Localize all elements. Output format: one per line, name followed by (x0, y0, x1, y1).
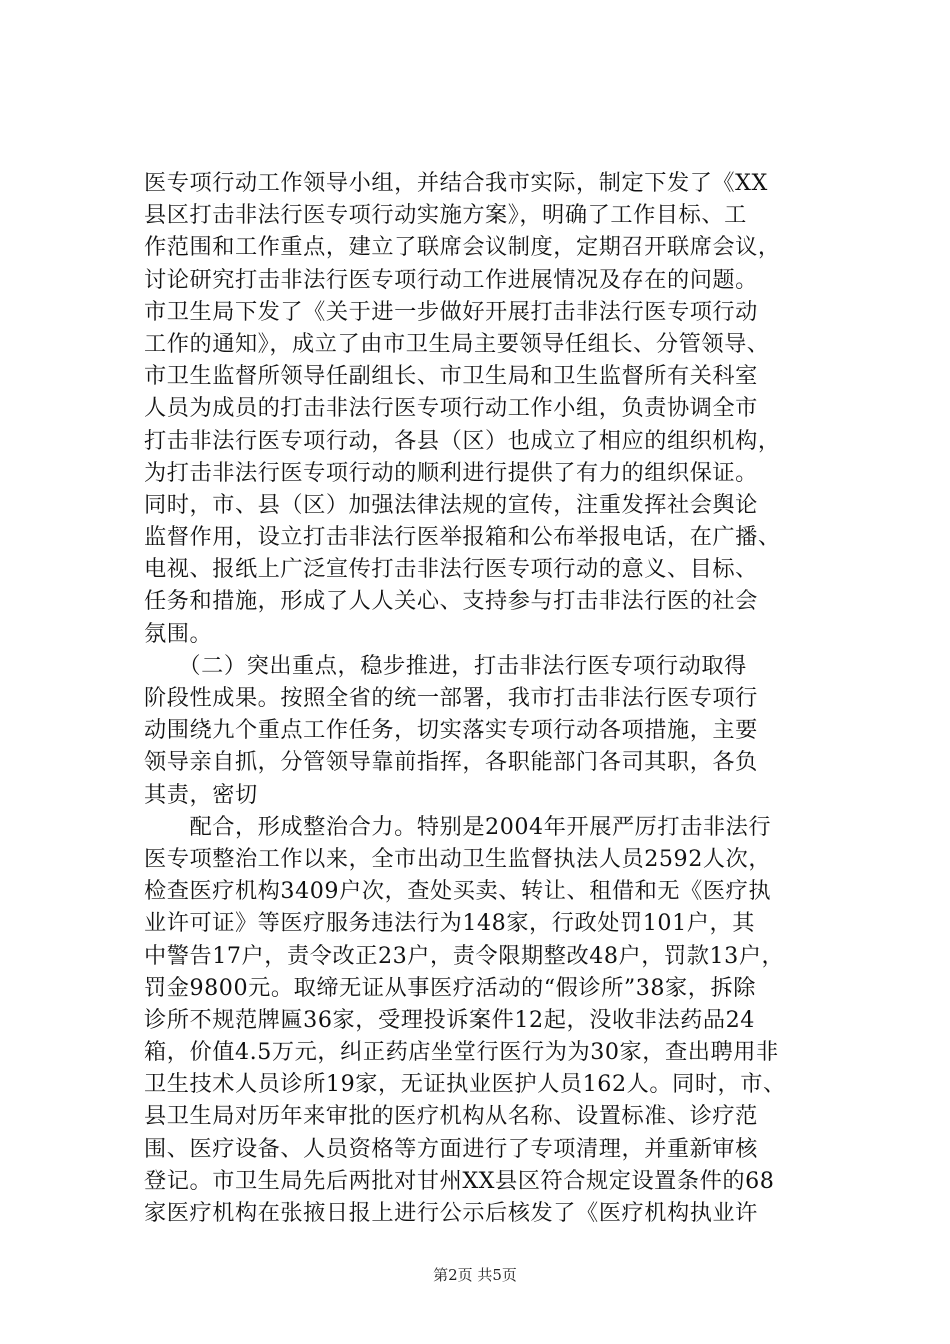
text-line: 登记。市卫生局先后两批对甘州XX县区符合规定设置条件的68 (144, 1167, 775, 1194)
text-line: 监督作用，设立打击非法行医举报箱和公布举报电话，在广播、 (144, 524, 781, 551)
text-line: 作范围和工作重点，建立了联席会议制度，定期召开联席会议， (144, 234, 781, 261)
text-line: 电视、报纸上广泛宣传打击非法行医专项行动的意义、目标、 (144, 556, 758, 583)
text-line: 动围绕九个重点工作任务，切实落实专项行动各项措施，主要 (144, 717, 758, 744)
text-line: 县区打击非法行医专项行动实施方案》，明确了工作目标、工 (144, 202, 747, 229)
text-line: 检查医疗机构3409户次，查处买卖、转让、租借和无《医疗执 (144, 878, 772, 905)
text-line: 诊所不规范牌匾36家，受理投诉案件12起，没收非法药品24 (144, 1006, 755, 1033)
text-line: 领导亲自抓，分管领导靠前指挥，各职能部门各司其职，各负 (144, 749, 758, 776)
document-body (144, 167, 834, 1229)
text-line: （二）突出重点，稳步推进，打击非法行医专项行动取得 (144, 652, 747, 679)
text-line: 阶段性成果。按照全省的统一部署，我市打击非法行医专项行 (144, 685, 758, 711)
text-line: 中警告17户，责令改正23户，责令限期整改48户，罚款13户， (144, 942, 785, 969)
text-line: 罚金9800元。取缔无证从事医疗活动的“假诊所”38家，拆除 (144, 974, 757, 1001)
text-line: 同时，市、县（区）加强法律法规的宣传，注重发挥社会舆论 (144, 491, 758, 518)
text-line: 家医疗机构在张掖日报上进行公示后核发了《医疗机构执业许 (144, 1200, 758, 1226)
text-line: 医专项行动工作领导小组，并结合我市实际，制定下发了《XX (144, 170, 768, 196)
page-number-footer: 第2页 共5页 (433, 1266, 517, 1284)
text-line: 医专项整治工作以来，全市出动卫生监督执法人员2592人次， (144, 845, 772, 872)
text-line: 市卫生局下发了《关于进一步做好开展打击非法行医专项行动 (144, 298, 758, 325)
text-line: 箱，价值4.5万元，纠正药店坐堂行医行为为30家，查出聘用非 (144, 1039, 779, 1066)
text-line: 业许可证》等医疗服务违法行为148家，行政处罚101户，其 (144, 910, 755, 937)
text-line: 其责，密切 (144, 781, 258, 808)
text-line: 任务和措施，形成了人人关心、支持参与打击非法行医的社会 (144, 588, 758, 615)
text-line: 讨论研究打击非法行医专项行动工作进展情况及存在的问题。 (144, 266, 758, 293)
text-line: 卫生技术人员诊所19家，无证执业医护人员162人。同时，市、 (144, 1071, 786, 1098)
text-line: 县卫生局对历年来审批的医疗机构从名称、设置标准、诊疗范 (144, 1103, 758, 1130)
text-line: 配合，形成整治合力。特别是2004年开展严厉打击非法行 (144, 813, 772, 840)
text-line: 人员为成员的打击非法行医专项行动工作小组，负责协调全市 (144, 395, 758, 422)
text-line: 打击非法行医专项行动，各县（区）也成立了相应的组织机构， (144, 427, 781, 454)
text-line: 围、医疗设备、人员资格等方面进行了专项清理，并重新审核 (144, 1135, 758, 1162)
text-line: 市卫生监督所领导任副组长、市卫生局和卫生监督所有关科室 (144, 363, 758, 390)
text-line: 氛围。 (144, 620, 213, 647)
text-line: 工作的通知》，成立了由市卫生局主要领导任组长、分管领导、 (144, 330, 770, 357)
text-line: 为打击非法行医专项行动的顺利进行提供了有力的组织保证。 (144, 459, 758, 486)
